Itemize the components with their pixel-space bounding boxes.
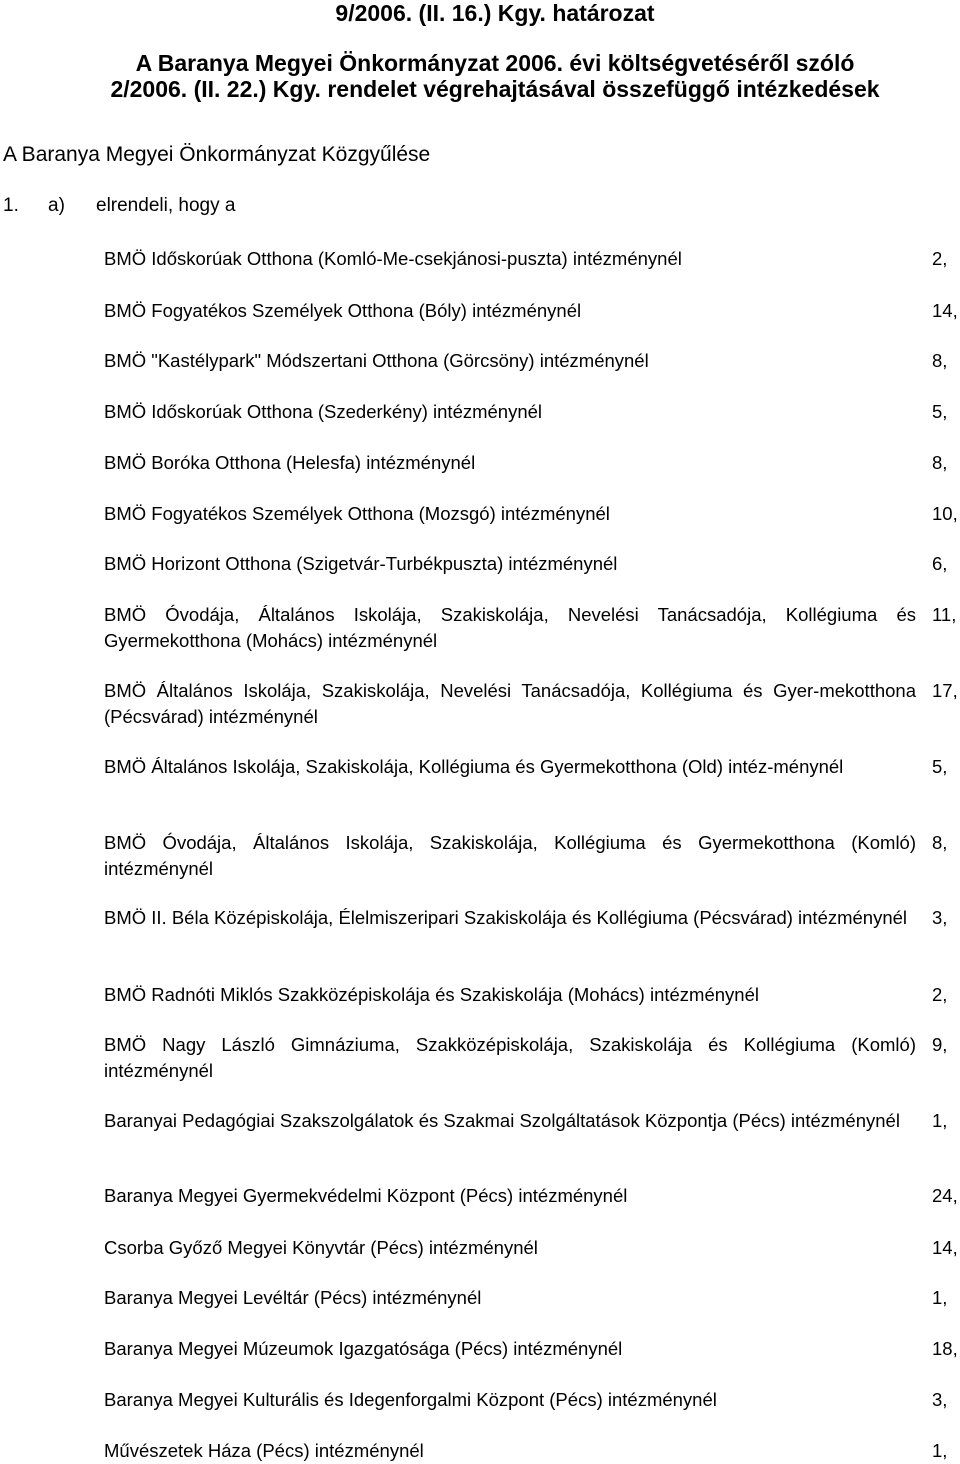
institution-name: Baranya Megyei Gyermekvédelmi Központ (Pécs) intézménynél [104, 1185, 628, 1206]
point-letter: a) [48, 195, 65, 216]
institution-name: BMÖ Horizont Otthona (Szigetvár-Turbékpuszta) intézménynél [104, 553, 618, 574]
institution-name: BMÖ Időskorúak Otthona (Komló-Me-csekjánosi-puszta) intézménynél [104, 248, 682, 269]
document-title-line-2: 2/2006. (II. 22.) Kgy. rendelet végrehajtásával összefüggő intézkedések [110, 76, 880, 102]
institution-name: BMÖ Radnóti Miklós Szakközépiskolája és Szakiskolája (Mohács) intézménynél [104, 984, 759, 1005]
headcount-value: 8, [932, 350, 948, 371]
headcount-value: 1, [932, 1287, 948, 1308]
institution-name: BMÖ Óvodája, Általános Iskolája, Szakiskolája, Nevelési Tanácsadója, Kollégiuma és Gyermekotthona (Mohács) intézménynél [104, 604, 916, 651]
headcount-value: 1, [932, 1440, 948, 1461]
institution-name: BMÖ Óvodája, Általános Iskolája, Szakiskolája, Kollégiuma és Gyermekotthona (Komló) intézménynél [104, 832, 916, 879]
headcount-value: 11, [932, 604, 957, 625]
headcount-value: 3, [932, 907, 948, 928]
headcount-value: 9, [932, 1034, 948, 1055]
institution-name: Csorba Győző Megyei Könyvtár (Pécs) intézménynél [104, 1237, 538, 1258]
institution-name: Baranya Megyei Kulturális és Idegenforgalmi Központ (Pécs) intézménynél [104, 1389, 717, 1410]
headcount-value: 17, [932, 680, 958, 701]
institution-name: BMÖ Általános Iskolája, Szakiskolája, Kollégiuma és Gyermekotthona (Old) intéz-ménynél [104, 756, 844, 777]
headcount-value: 14, [932, 300, 958, 321]
headcount-value: 2, [932, 984, 948, 1005]
headcount-value: 14, [932, 1237, 958, 1258]
institution-name: Baranya Megyei Levéltár (Pécs) intézménynél [104, 1287, 482, 1308]
institution-name: BMÖ Fogyatékos Személyek Otthona (Mozsgó) intézménynél [104, 503, 610, 524]
headcount-value: 5, [932, 756, 948, 777]
institution-name: BMÖ Általános Iskolája, Szakiskolája, Nevelési Tanácsadója, Kollégiuma és Gyer-mekotthona (Pécsvárad) intézménynél [104, 680, 916, 727]
headcount-value: 18, [932, 1338, 958, 1359]
assembly-intro: A Baranya Megyei Önkormányzat Közgyűlése [3, 143, 431, 166]
headcount-value: 24, [932, 1185, 958, 1206]
headcount-value: 10, [932, 503, 958, 524]
point-number: 1. [3, 195, 19, 216]
headcount-value: 6, [932, 553, 948, 574]
institution-name: BMÖ "Kastélypark" Módszertani Otthona (Görcsöny) intézménynél [104, 350, 649, 371]
point-text: elrendeli, hogy a [96, 195, 236, 216]
headcount-value: 2, [932, 248, 948, 269]
institution-name: BMÖ Boróka Otthona (Helesfa) intézménynél [104, 452, 476, 473]
institution-name: Baranyai Pedagógiai Szakszolgálatok és Szakmai Szolgáltatások Központja (Pécs) intézménynél [104, 1110, 900, 1131]
headcount-value: 1, [932, 1110, 948, 1131]
institution-name: Baranya Megyei Múzeumok Igazgatósága (Pécs) intézménynél [104, 1338, 623, 1359]
headcount-value: 5, [932, 401, 948, 422]
institution-name: BMÖ Időskorúak Otthona (Szederkény) intézménynél [104, 401, 543, 422]
headcount-value: 8, [932, 452, 948, 473]
headcount-value: 8, [932, 832, 948, 853]
institution-name: BMÖ Nagy László Gimnáziuma, Szakközépiskolája, Szakiskolája és Kollégiuma (Komló) intézménynél [104, 1034, 916, 1081]
institution-name: BMÖ II. Béla Középiskolája, Élelmiszeripari Szakiskolája és Kollégiuma (Pécsvárad) intézménynél [104, 907, 908, 928]
resolution-number: 9/2006. (II. 16.) Kgy. határozat [335, 0, 655, 26]
institution-name: BMÖ Fogyatékos Személyek Otthona (Bóly) intézménynél [104, 300, 582, 321]
document-title-line-1: A Baranya Megyei Önkormányzat 2006. évi költségvetéséről szóló [135, 50, 855, 76]
headcount-value: 3, [932, 1389, 948, 1410]
institution-name: Művészetek Háza (Pécs) intézménynél [104, 1440, 424, 1461]
